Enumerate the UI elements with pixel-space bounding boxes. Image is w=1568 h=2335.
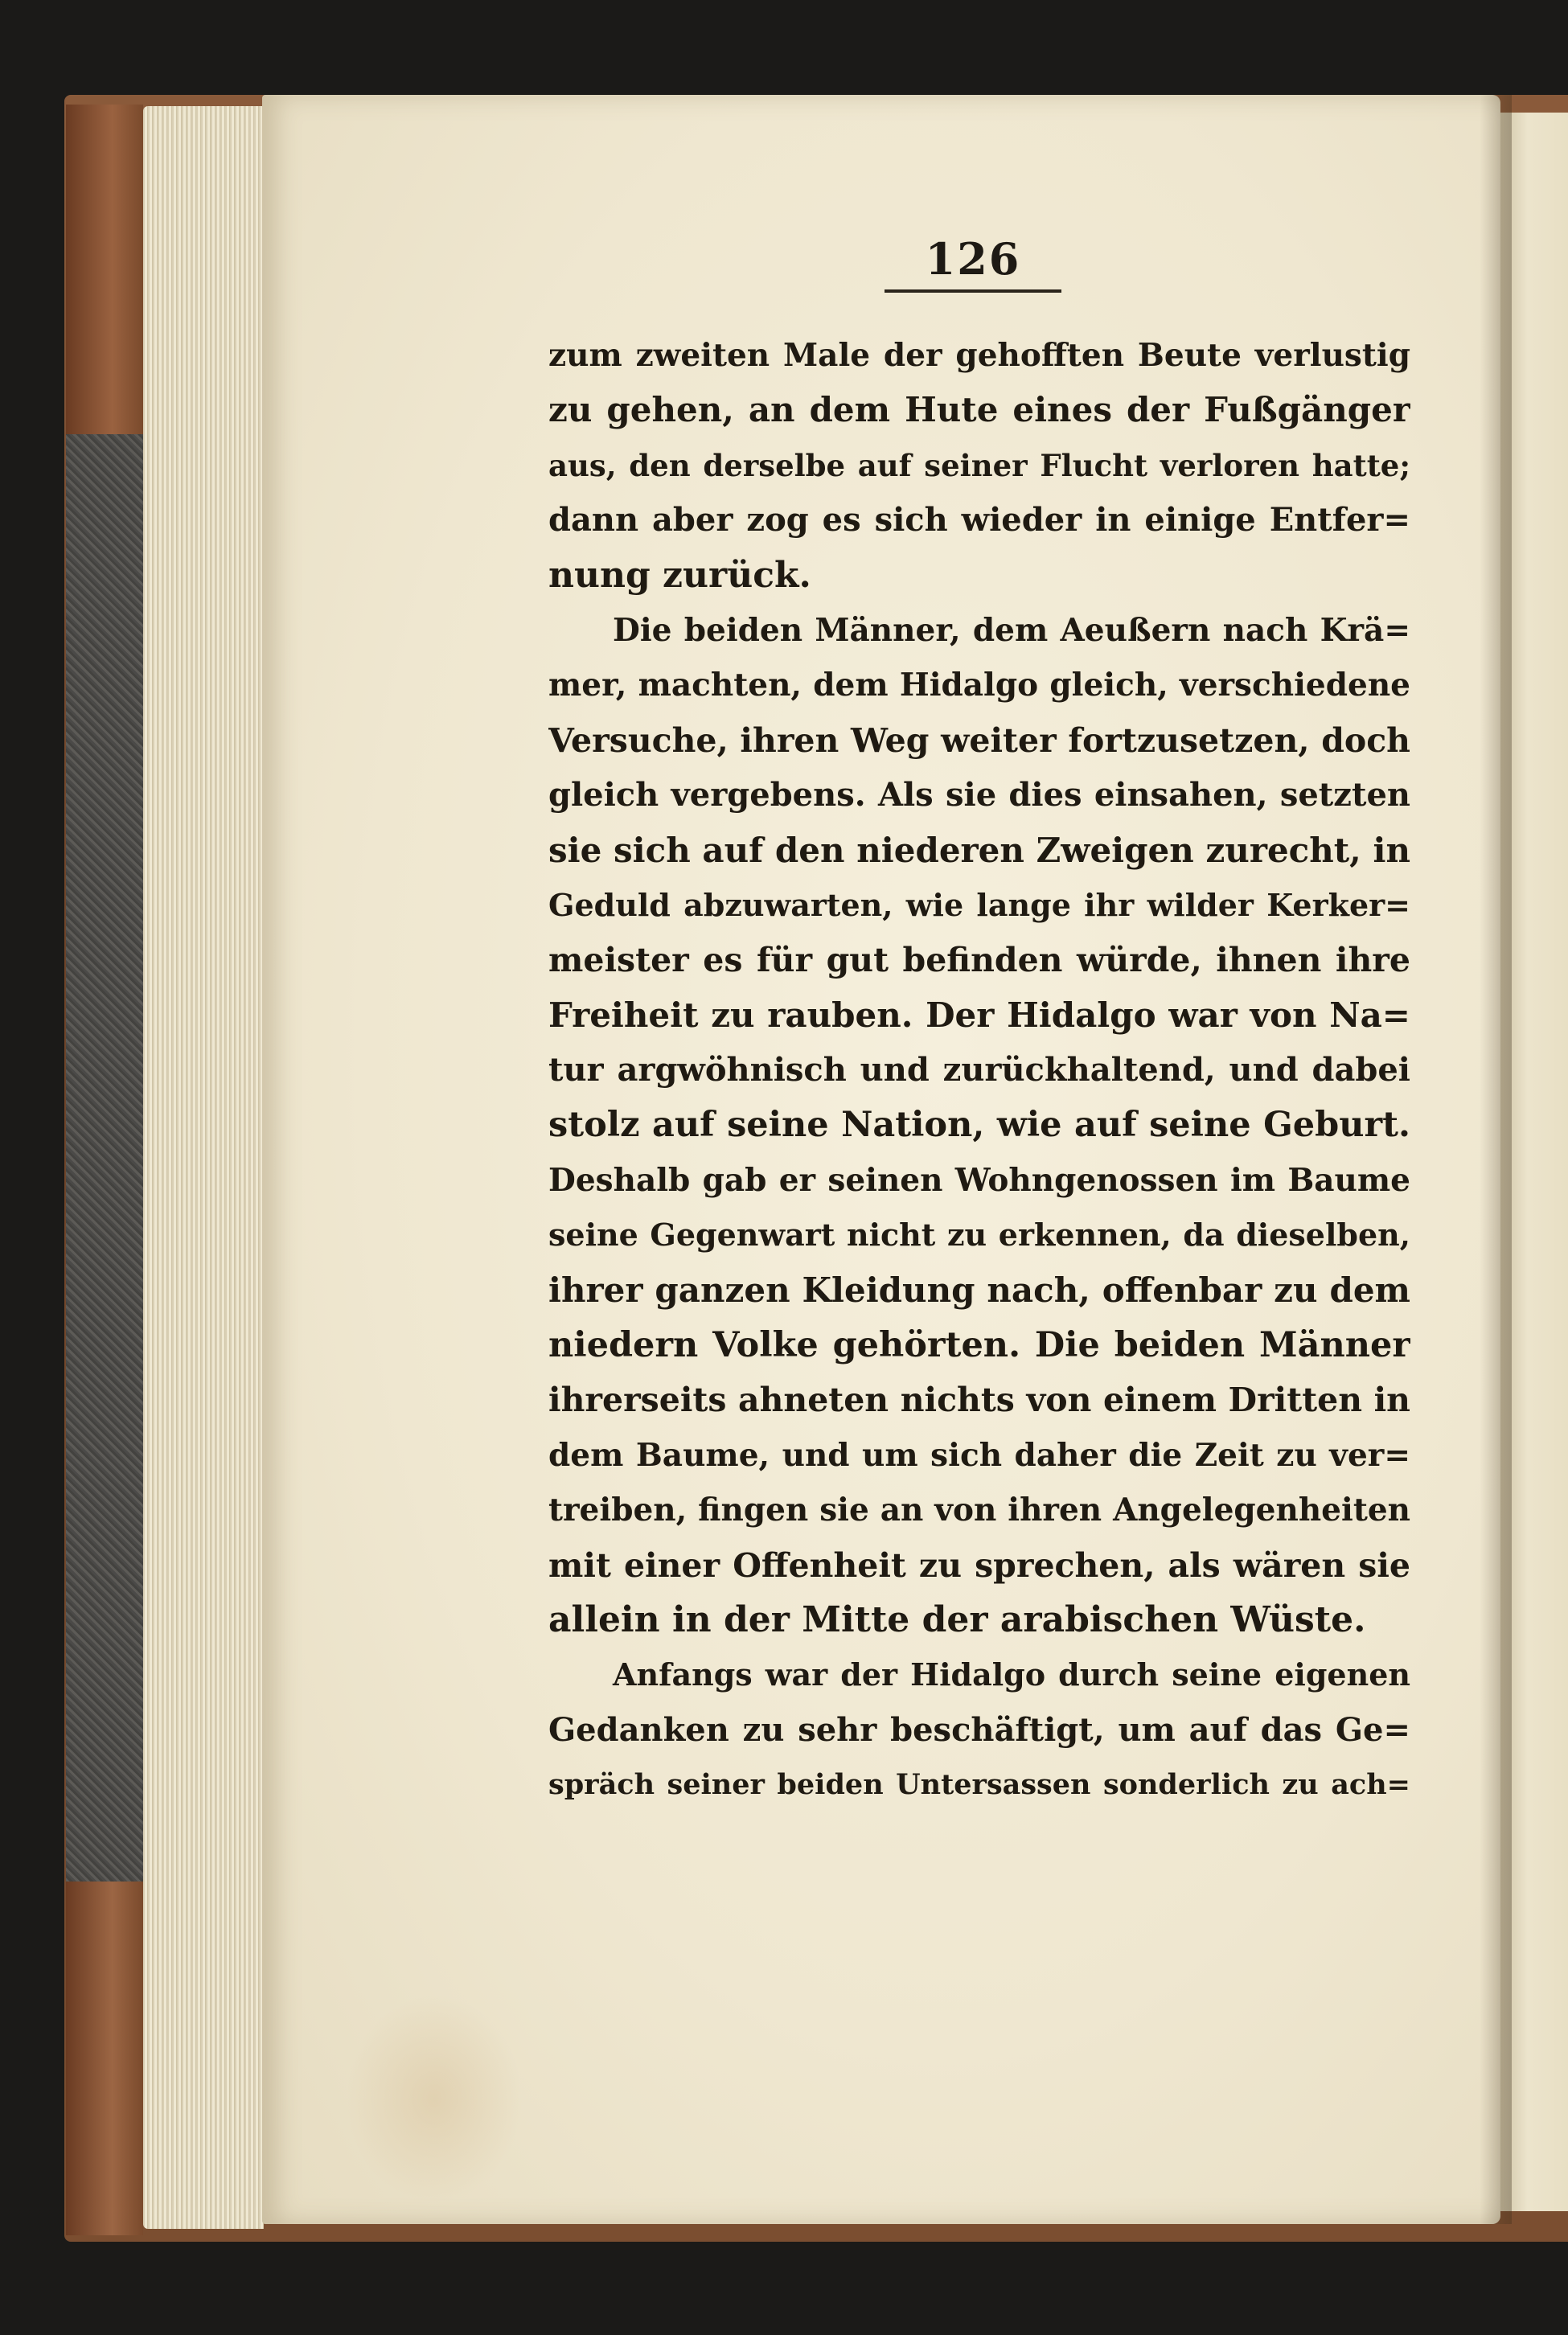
text-line: gleich vergebens. Als sie dies einsahen, setzten <box>548 776 1410 815</box>
text-line: allein in der Mitte der arabischen Wüste. <box>548 1598 1366 1640</box>
text-line: seine Gegenwart nicht zu erkennen, da dieselben, <box>548 1217 1410 1254</box>
paper-stain <box>346 1994 523 2203</box>
text-line: Deshalb gab er seinen Wohngenossen im Baume <box>548 1161 1410 1199</box>
text-line: dann aber zog es sich wieder in einige Entfer= <box>548 501 1410 540</box>
text-line: Anfangs war der Hidalgo durch seine eigenen <box>613 1656 1410 1693</box>
text-line: mer, machten, dem Hidalgo gleich, verschiedene <box>548 667 1410 704</box>
text-line: ihrerseits ahneten nichts von einem Dritten in <box>548 1381 1410 1420</box>
text-line: stolz auf seine Nation, wie auf seine Geburt. <box>548 1105 1410 1146</box>
text-line: mit einer Offenheit zu sprechen, als wären sie <box>548 1545 1410 1585</box>
page-edges <box>143 106 264 2229</box>
spine-cloth <box>66 434 143 1946</box>
text-line: meister es für gut befinden würde, ihnen ihre <box>548 941 1410 980</box>
gutter-shadow <box>1480 95 1512 2224</box>
text-line: dem Baume, und um sich daher die Zeit zu ver= <box>548 1436 1410 1474</box>
text-line: ihrer ganzen Kleidung nach, offenbar zu dem <box>548 1270 1410 1310</box>
text-line: spräch seiner beiden Untersassen sonderlich zu ach= <box>548 1768 1410 1802</box>
text-line: nung zurück. <box>548 554 811 596</box>
text-line: aus, den derselbe auf seiner Flucht verloren hatte; <box>548 447 1410 483</box>
text-line: Geduld abzuwarten, wie lange ihr wilder Kerker= <box>548 886 1410 923</box>
text-line: Gedanken zu sehr beschäftigt, um auf das Ge= <box>548 1710 1410 1749</box>
text-line: treiben, fingen sie an von ihren Angelegenheiten <box>548 1492 1410 1529</box>
page-header <box>885 233 1061 293</box>
body-text <box>548 328 1410 1813</box>
text-line: Versuche, ihren Weg weiter fortzusetzen, doch <box>548 720 1410 760</box>
text-line: Freiheit zu rauben. Der Hidalgo war von Na= <box>548 995 1410 1035</box>
text-line: Die beiden Männer, dem Aeußern nach Krä= <box>613 611 1410 649</box>
page-number: 126 <box>925 233 1021 285</box>
text-line: tur argwöhnisch und zurückhaltend, und dabei <box>548 1051 1410 1090</box>
spine-leather-top <box>66 105 143 442</box>
spine-leather-bottom <box>66 1882 143 2235</box>
text-line: sie sich auf den niederen Zweigen zurecht, in <box>548 830 1410 870</box>
text-line: zum zweiten Male der gehofften Beute verlustig <box>548 337 1410 374</box>
header-rule <box>885 289 1061 293</box>
text-line: zu gehen, an dem Hute eines der Fußgänger <box>548 390 1410 430</box>
text-line: niedern Volke gehörten. Die beiden Männer <box>548 1325 1410 1366</box>
